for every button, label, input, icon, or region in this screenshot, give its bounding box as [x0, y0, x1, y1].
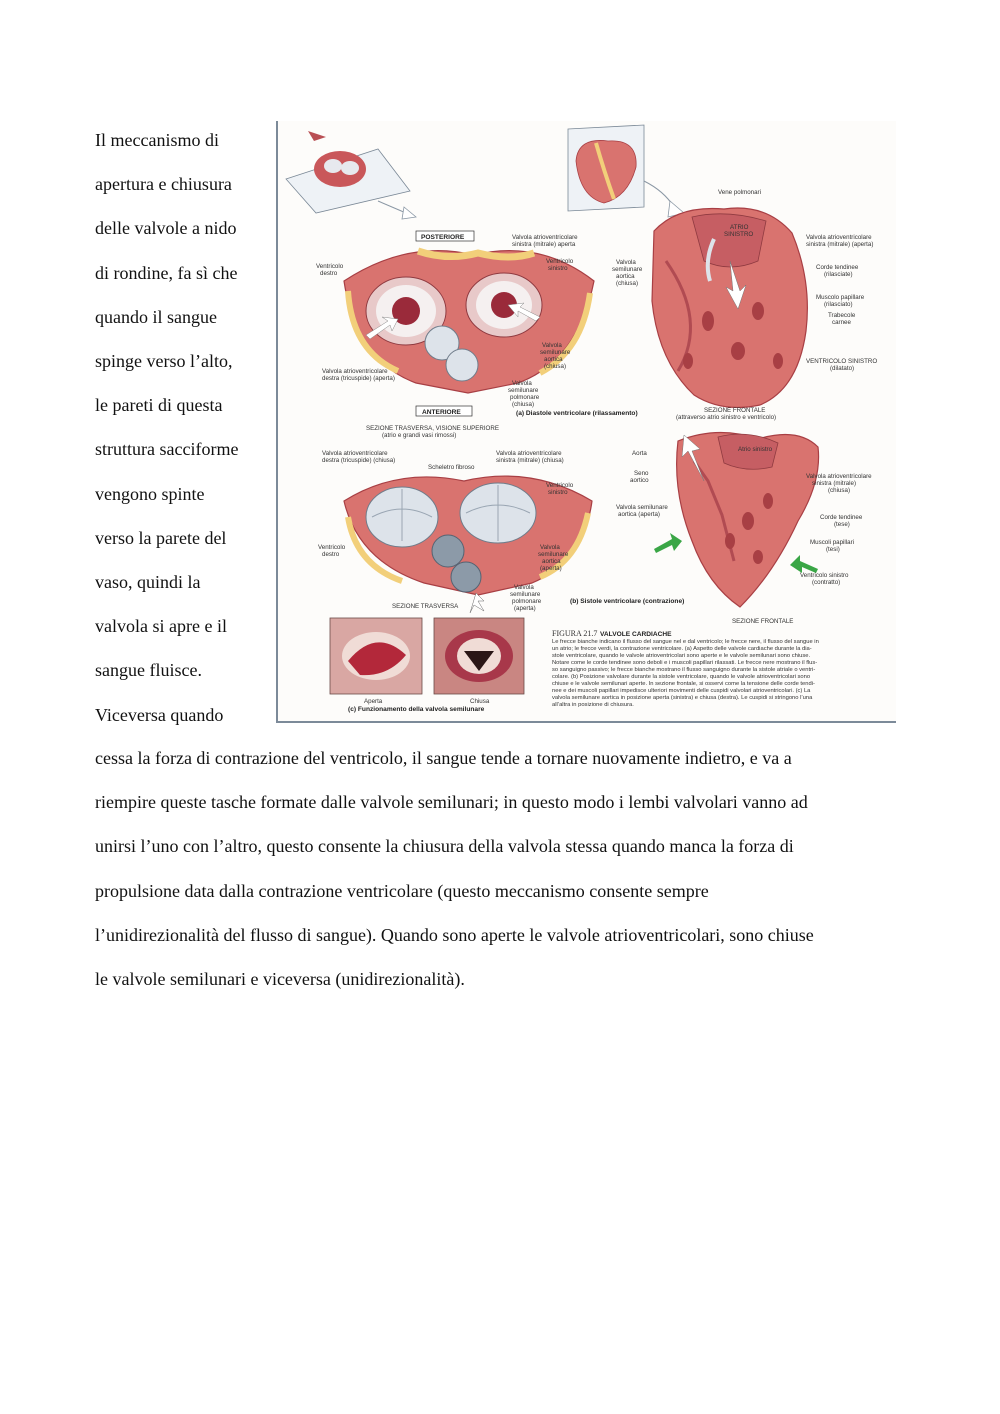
paragraph-line: l’unidirezionalità del flusso di sangue). Quando sono aperte le valvole atrioventricolari, sono chiuse: [95, 924, 814, 945]
side-line: Il meccanismo di: [95, 130, 219, 150]
side-line: verso la parete del: [95, 527, 227, 548]
paragraph-line: unirsi l’uno con l’altro, questo consente la chiusura della valvola stessa quando manca la forza di: [95, 836, 794, 857]
side-line: vaso, quindi la: [95, 572, 201, 593]
label: Aorta: [632, 450, 647, 457]
label: (chiusa): [512, 401, 535, 408]
caption-line: nee e dei muscoli papillari impedisce ulteriori movimenti delle cuspidi valvolari atrioventricolari. (c) La: [552, 688, 811, 694]
label: Corde tendinee: [820, 514, 863, 521]
green-arrow-icon: [654, 533, 682, 553]
label: Chiusa: [470, 698, 490, 705]
label: Corde tendinee: [816, 264, 859, 271]
side-line: di rondine, fa sì che: [95, 262, 238, 283]
label: polmonare: [512, 598, 542, 605]
label: Valvola: [616, 259, 636, 266]
label: aortica: [616, 273, 635, 280]
transverse-section-diastole: [316, 231, 638, 439]
semilunar-valve-photos: [330, 618, 524, 713]
label: ATRIO: [730, 224, 749, 231]
label: semilunare: [540, 349, 571, 356]
label: SINISTRO: [724, 231, 754, 238]
label: (chiusa): [828, 487, 851, 494]
label: SEZIONE TRASVERSA, VISIONE SUPERIORE: [366, 425, 499, 432]
label: Ventricolo: [546, 258, 574, 265]
label: Valvola: [514, 584, 534, 591]
label: (aperta): [540, 565, 562, 572]
label: Valvola: [512, 380, 532, 387]
label: Muscolo papillare: [816, 294, 865, 301]
figure-number: FIGURA 21.7: [552, 629, 598, 638]
label: SEZIONE FRONTALE: [732, 618, 794, 625]
label: Valvola atrioventricolare: [806, 473, 872, 480]
label: carnee: [832, 319, 851, 326]
label: Ventricolo: [316, 263, 344, 270]
caption-line: chiuse e le valvole semilunari aperte. In sezione frontale, si osservi come la tensione delle corde tendi-: [552, 681, 815, 687]
label: semilunare: [510, 591, 541, 598]
label: Scheletro fibroso: [428, 464, 475, 471]
frontal-section-diastole: [612, 189, 877, 421]
label: (aperta): [514, 605, 536, 612]
caption-a: (a) Diastole ventricolare (rilassamento): [516, 410, 638, 417]
transverse-section-systole: [318, 450, 684, 613]
full-paragraph: [95, 736, 915, 1001]
label: semilunare: [508, 387, 539, 394]
side-paragraph: [95, 118, 275, 737]
caption-line: so sanguigno passivo; le frecce bianche mostrano il flusso sanguigno durante la sistole atriale o ventri-: [552, 667, 816, 673]
label: Ventricolo: [318, 544, 346, 551]
side-line: le pareti di questa: [95, 395, 223, 416]
label: (rilasciate): [824, 271, 853, 278]
paragraph-line: riempire queste tasche formate dalle valvole semilunari; in questo modo i lembi valvolari vanno ad: [95, 792, 808, 813]
label: Valvola atrioventricolare: [806, 234, 872, 241]
side-line: spinge verso l’alto,: [95, 351, 233, 372]
label: sinistro: [548, 265, 568, 272]
side-line: sangue fluisce.: [95, 660, 202, 681]
label: sinistra (mitrale): [812, 480, 857, 487]
caption-line: all’altra in posizione di chiusura.: [552, 702, 634, 708]
side-line: delle valvole a nido: [95, 218, 237, 239]
paragraph-line: le valvole semilunari e viceversa (unidirezionalità).: [95, 969, 465, 990]
side-line: valvola si apre e il: [95, 616, 227, 637]
caption-line: stole ventricolare, quando le valvole atrioventricolari sono aperte e le valvole semilunari sono chiuse.: [552, 653, 811, 659]
label: Valvola atrioventricolare: [322, 368, 388, 375]
label: (atrio e grandi vasi rimossi): [382, 432, 457, 439]
caption-line: Le frecce bianche indicano il flusso del sangue nel e dal ventricolo; le frecce nere, il flusso del sangue in: [552, 639, 819, 645]
label: (chiusa): [616, 280, 639, 287]
label: sinistra (mitrale) (chiusa): [496, 457, 564, 464]
label: destra (tricuspide) (aperta): [322, 375, 395, 382]
label: semilunare: [612, 266, 643, 273]
caption-line: colare. (b) Posizione valvolare durante la sistole ventricolare, quando le valvole atrioventricolari sono: [552, 674, 811, 680]
label: destra (tricuspide) (chiusa): [322, 457, 396, 464]
label: (chiusa): [544, 363, 567, 370]
label: Ventricolo: [546, 482, 574, 489]
label: polmonare: [510, 394, 540, 401]
label: aortico: [630, 477, 649, 484]
label: sinistra (mitrale) (aperta): [806, 241, 874, 248]
paragraph-line: cessa la forza di contrazione del ventricolo, il sangue tende a tornare nuovamente indietro, e va a: [95, 748, 792, 768]
label: Valvola: [540, 544, 560, 551]
label: destro: [320, 270, 338, 277]
label: (tese): [834, 521, 850, 528]
label: Atrio sinistro: [738, 446, 773, 453]
label: Seno: [634, 470, 649, 477]
caption-line: un atrio; le frecce verdi, la contrazione ventricolare. (a) Aspetto delle valvole cardiache durante la dia-: [552, 646, 812, 652]
caption-b: (b) Sistole ventricolare (contrazione): [570, 598, 685, 605]
label: Valvola semilunare: [616, 504, 668, 511]
small-heart-frontal-illustration: [568, 125, 684, 217]
label: semilunare: [538, 551, 569, 558]
side-line: vengono spinte: [95, 483, 205, 504]
label: Ventricolo sinistro: [800, 572, 849, 579]
label: Muscoli papillari: [810, 539, 855, 546]
caption-line: valvola semilunare aortica in posizione aperta (sinistra) e chiusa (destra). Le cuspidi si stringono l’una: [552, 695, 813, 701]
label: Valvola atrioventricolare: [512, 234, 578, 241]
label: Valvola atrioventricolare: [322, 450, 388, 457]
green-arrow-icon: [790, 555, 818, 573]
heart-valves-figure: [276, 121, 896, 723]
label: (attraverso atrio sinistro e ventricolo): [676, 414, 777, 421]
label: Vene polmonari: [718, 189, 761, 196]
label: (contratto): [812, 579, 841, 586]
label: SEZIONE FRONTALE: [704, 407, 766, 414]
label: aortica: [544, 356, 563, 363]
side-line: Viceversa quando: [95, 704, 224, 725]
anteriore-label: ANTERIORE: [422, 409, 461, 416]
label: SEZIONE TRASVERSA: [392, 603, 459, 610]
label: aortica (aperta): [618, 511, 660, 518]
frontal-section-systole: [616, 432, 872, 625]
label: Valvola: [542, 342, 562, 349]
paragraph-line: propulsione data dalla contrazione ventricolare (questo meccanismo consente sempre: [95, 880, 709, 901]
label: Trabecole: [828, 312, 856, 319]
label: (dilatato): [830, 365, 855, 372]
label: Valvola atrioventricolare: [496, 450, 562, 457]
label: sinistra (mitrale) aperta: [512, 241, 576, 248]
label: (rilasciato): [824, 301, 853, 308]
posteriore-label: POSTERIORE: [421, 234, 465, 241]
label: destro: [322, 551, 340, 558]
label: VENTRICOLO SINISTRO: [806, 358, 878, 365]
label: (tesi): [826, 546, 840, 553]
label: sinistro: [548, 489, 568, 496]
caption-line: Notare come le corde tendinee sono deboli e i muscoli papillari rilassati. Le frecce nere mostrano il flus-: [552, 660, 818, 666]
figure-caption: [552, 629, 819, 708]
small-heart-plane-illustration: [286, 131, 416, 219]
figure-title: VALVOLE CARDIACHE: [600, 631, 672, 638]
caption-c: (c) Funzionamento della valvola semilunare: [348, 706, 485, 713]
label: aortica: [542, 558, 561, 565]
side-line: quando il sangue: [95, 306, 217, 327]
side-line: apertura e chiusura: [95, 174, 232, 195]
label: Aperta: [364, 698, 383, 705]
side-line: struttura sacciforme: [95, 439, 239, 460]
